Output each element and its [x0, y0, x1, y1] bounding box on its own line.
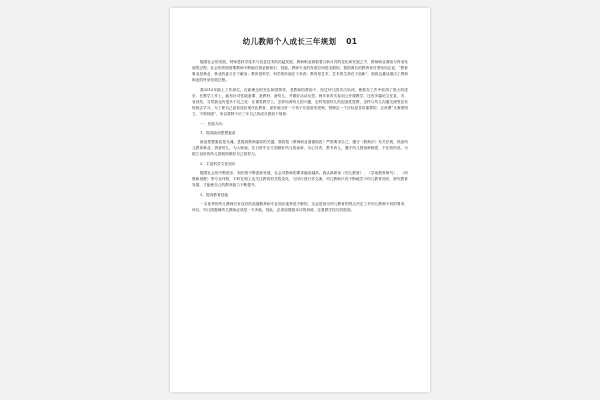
document-title: [192, 36, 408, 47]
paragraph-skills: 一名优秀的幼儿教师仅有良好的品德修养和专业知识素养是不够的，这也是因为幼儿教育的特点决定了对幼儿教师不同的要求，所以，幼儿园强调幼儿教师必须是一专多能，因此，必须加强基本功的训练，注重教学技巧的提高。: [192, 202, 408, 213]
paragraph-self-review: 我2015年踏上工作岗位，在新理念的充实和园领导、老教师的帮助下，经过幼儿园多次培训，使我在工作中取得了很大的进步，在教学工作上，能有针对性地备课、备教材、备幼儿，并做好活动反思，两年来多次参加公开课教学，还有多篇论文在县、市、省获奖，当然我也有很多不足之处：在课堂教学上，怎样培养幼儿的兴趣，怎样发展幼儿的创造性思维，怎样与幼儿沟通交流等还有待我去学习，为了使自己更加适应现代化教育，更好地当好一个孩子们喜爱的老师，特制定一个目标是非常重要的，正所谓“凡事预则立，不预则废”，所以我特个后三年自己的成长做如下规划：: [192, 87, 408, 117]
title-text: 幼儿教师个人成长三年规划: [242, 37, 337, 46]
paragraph-intro: 随着社会的发展，特别是科学技术与信息技术的迅猛发展，教师职业面临着日新月异的变化和发展之中，教师职业面临与终身发展的过程，社会的发展需要教师不断地自我更新知识、技能，教师专业的发展空间是无限的，我国著名的教育家吕型伟同志说，“教育事业是事业，事业的意义在于献身；教育是科学，科学的价值在于求真；教育是艺术，艺术的生命在于创新”，他的这番话道出了教师职业的终身发展过程。: [192, 60, 408, 83]
paragraph-political: 政治思想素质是灵魂，是提高教师素质的关键，我将按《教师职业道德规范》严格要求自己，遵守《教师法》有关法规，热爱幼儿教育事业，热爱幼儿，为人师表，在日常中正方面做好幼儿的表率，尽心尽责，教书育人，遵守幼儿园规章制度，不在班吊误，为树立良好的幼儿园规则做好自己的努力。: [192, 140, 408, 157]
document-page: [170, 8, 430, 392]
heading-direction: 一、发展方向：: [200, 122, 226, 127]
heading-skills: 3、提高教育技能: [200, 193, 229, 198]
title-number: 01: [346, 37, 358, 46]
heading-knowledge: 2、丰富科学文化知识: [200, 162, 236, 167]
paragraph-knowledge: 随着社会的不断进步，知识的不断更新发展，社会对教师的要求越来越高，我认真研读《幼儿教育》、《学前教育研究》、《幼教新视野》等专业刊物，平时在网上也关注教育形式的变化，与同行进行多交流，幼儿教师只有不断地学习幼儿教育知识，研究教育发展，才能使自己的教育能力不断提升。: [192, 171, 408, 188]
heading-political: 1、提高政治思想素质: [200, 131, 236, 136]
